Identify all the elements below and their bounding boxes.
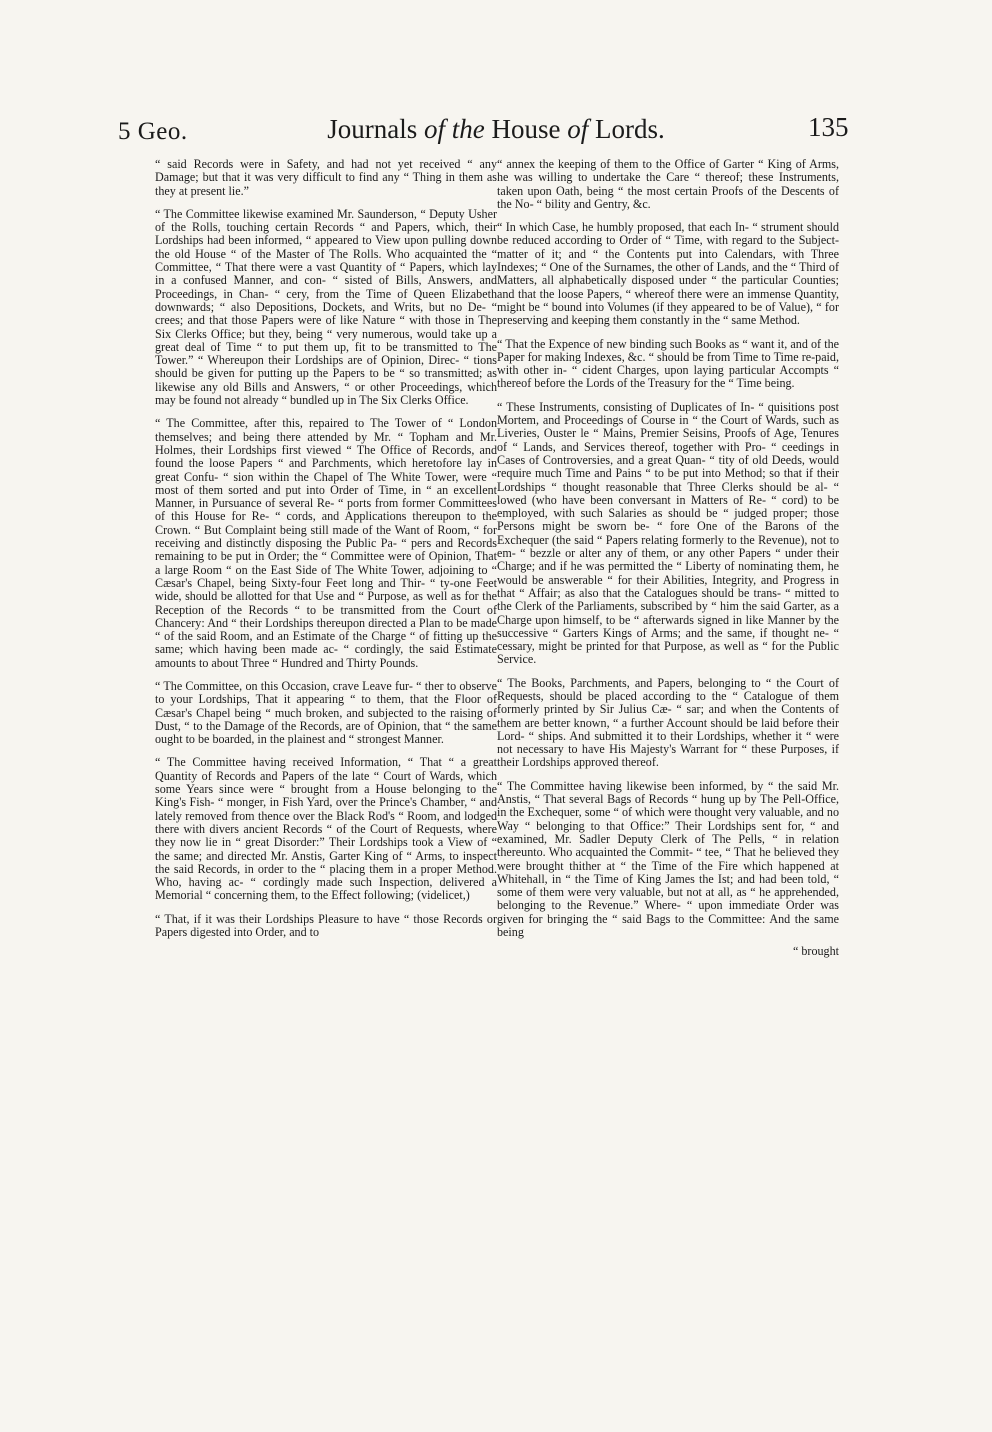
title-part: Journals <box>327 114 424 144</box>
paragraph: “ That the Expence of new binding such Books as “ want it, and of the Paper for making Indexes, &c. “ should be from Time to Time re-paid, with other in- “ cident Charges, upon laying particular Accompts “ thereof before the Lords of the Treasury for the “ Time being. <box>497 336 839 391</box>
title-part: House <box>484 114 568 144</box>
left-column <box>155 158 497 949</box>
title-part-italic: of the <box>423 114 485 144</box>
title-part: Lords. <box>588 114 665 144</box>
paragraph: “ The Committee, after this, repaired to The Tower of “ London themselves; and being there attended by Mr. “ Topham and Mr. Holmes, their Lordships first viewed “ The Office of Records, and found the loose Papers “ and Parchments, which heretofore lay in great Confu- “ sion within the Chapel of The White Tower, were “ most of them sorted and put into Order of Time, in “ an excellent Manner, in Pursuance of several Re- “ ports from former Committees of this House for Re- “ cords, and Applications thereupon to the Crown. “ But Complaint being still made of the Want of Room, “ for receiving and distinctly disposing the Public Pa- “ pers and Records remaining to be put in Order; the “ Committee were of Opinion, That a large Room “ on the East Side of The White Tower, adjoining to “ Cæsar's Chapel, being Sixty-four Feet long and Thir- “ ty-one Feet wide, should be allotted for that Use and “ Purpose, as well as for the Reception of the Records “ to be transmitted from the Court of Chancery: And “ their Lordships thereupon directed a Plan to be made “ of the said Room, and an Estimate of the Charge “ of fitting up the same; which having been made ac- “ cordingly, the said Estimate amounts to about Three “ Hundred and Thirty Pounds. <box>155 416 497 670</box>
title-part-italic: of <box>567 114 589 144</box>
paragraph: “ annex the keeping of them to the Office of Garter “ King of Arms, he was willing to undertake the Care “ thereof; these Instruments, taken upon Oath, being “ the most certain Proofs of the Descents of the No- “ bility and Gentry, &c. <box>497 157 839 211</box>
paragraph: “ The Books, Parchments, and Papers, belonging to “ the Court of Requests, should be placed according to the “ Catalogue of them formerly printed by Sir Julius Cæ- “ sar; and when the Contents of them are better known, “ a further Account should be laid before their Lord- “ ships. And submitted it to their Lordships, whether it “ were not necessary to have His Majesty's Warrant for “ these Purposes, if their Lordships approved thereof. <box>497 675 839 770</box>
paragraph: “ That, if it was their Lordships Pleasure to have “ those Records or Papers digested into Order, and to <box>155 911 497 940</box>
paragraph: “ The Committee, on this Occasion, crave Leave fur- “ ther to observe to your Lordships, That it appearing “ to them, that the Floor of Cæsar's Chapel being “ much broken, and subjected to the raising of Dust, “ to the Damage of the Records, are of Opinion, that “ the same ought to be boarded, in the plainest and “ strongest Manner. <box>155 678 497 747</box>
paragraph: “ The Committee likewise examined Mr. Saunderson, “ Deputy Usher of the Rolls, touching certain Records “ and Papers, which, their Lordships had been informed, “ appeared to View upon pulling down the old House “ of the Master of The Rolls. Who acquainted the “ Committee, “ That there were a vast Quantity of “ Papers, which lay in a confused Manner, and con- “ sisted of Bills, Answers, and Proceedings, in Chan- “ cery, from the Time of Queen Elizabeth downwards; “ also Depositions, Dockets, and Writs, but no De- “ crees; and that those Papers were of like Nature “ with those in The Six Clerks Office; but they, being “ very numerous, would take up a great deal of Time “ to put them up, fit to be transmitted to The Tower.” “ Whereupon their Lordships are of Opinion, Direc- “ tions should be given for putting up the Papers to be “ so transmitted; as likewise any old Bills and Answers, “ or other Proceedings, which may be found not already “ bundled up in The Six Clerks Office. <box>155 206 497 408</box>
page-number: 135 <box>808 112 849 142</box>
right-column <box>497 158 839 959</box>
catchword: “ brought <box>792 944 839 959</box>
paragraph: “ said Records were in Safety, and had not yet received “ any Damage; but that it was very difficult to find any “ Thing in them as they at present lie.” <box>155 157 497 198</box>
paragraph: “ In which Case, he humbly proposed, that each In- “ strument should be reduced according to Order of “ Time, with regard to the Subject-matter of it; and “ the Contents put into Calendars, with Three Indexes; “ One of the Surnames, the other of Lands, and the “ Third of Matters, all alphabetically disposed under “ the particular Counties; and that the loose Papers, “ whereof there were an immense Quantity, might be “ bound into Volumes (if they appeared to be of Value), “ for preserving and keeping them constantly in the “ same Method. <box>497 220 839 328</box>
paragraph: “ The Committee having received Information, “ That “ a great Quantity of Records and Papers of the late “ Court of Wards, which some Years since were “ brought from a House belonging to the King's Fish- “ monger, in Fish Yard, over the Prince's Chamber, “ and lately removed from thence over the Black Rod's “ Room, and lodged there with divers ancient Records “ of the Court of Requests, where they now lie in “ great Disorder:” Their Lordships took a View of “ the same; and directed Mr. Anstis, Garter King of “ Arms, to inspect the said Records, in order to the “ placing them in a proper Method. Who, having ac- “ cordingly made such Inspection, delivered a Memorial “ concerning them, to the Effect following; (videlicet,) <box>155 755 497 903</box>
paragraph: “ The Committee having likewise been informed, by “ the said Mr. Anstis, “ That several Bags of Records “ hung up by The Pell-Office, in the Exchequer, some “ of which were thought very valuable, and no Way “ belonging to that Office:” Their Lordships sent for, “ and examined, Mr. Sadler Deputy Clerk of The Pells, “ in relation thereunto. Who acquainted the Commit- “ tee, “ That he believed they were brought thither at “ the Time of the Fire which happened at Whitehall, in “ the Time of King James the Ist; and had been told, “ some of them were very valuable, but not at all, as “ he apprehended, belonging to the Revenue.” Where- “ upon immediate Order was given for bringing the “ said Bags to the Committee: And the same being <box>497 778 839 940</box>
paragraph: “ These Instruments, consisting of Duplicates of In- “ quisitions post Mortem, and Proceedings of Course in “ the Court of Wards, such as Liveries, Ouster le “ Mains, Premier Seisins, Proofs of Age, Tenures of “ Lands, and Services thereof, together with Pro- “ ceedings in Cases of Controversies, and a great Quan- “ tity of old Deeds, would require much Time and Pains “ to be put into Method; so that if their Lordships “ thought reasonable that Three Clerks should be al- “ lowed (who have been conversant in Matters of Re- “ cord) to be employed, with such Salaries as should be “ judged proper; those Persons might be sworn be- “ fore One of the Barons of the Exchequer (the said “ Papers relating formerly to the Revenue), not to em- “ bezzle or alter any of them, or any other Papers “ under their Charge; and if he was permitted the “ Liberty of nominating them, he would be answerable “ for their Abilities, Integrity, and Progress in that “ Affair; as also that the Catalogues should be trans- “ mitted to the Clerk of the Parliaments, subscribed by “ him the said Garter, as a Charge upon himself, to be “ afterwards signed in like Manner by the successive “ Garters Kings of Arms; and the same, if thought ne- “ cessary, might be printed for that Purpose, as well as “ for the Public Service. <box>497 399 839 667</box>
regnal-year: 5 Geo. <box>118 118 188 145</box>
